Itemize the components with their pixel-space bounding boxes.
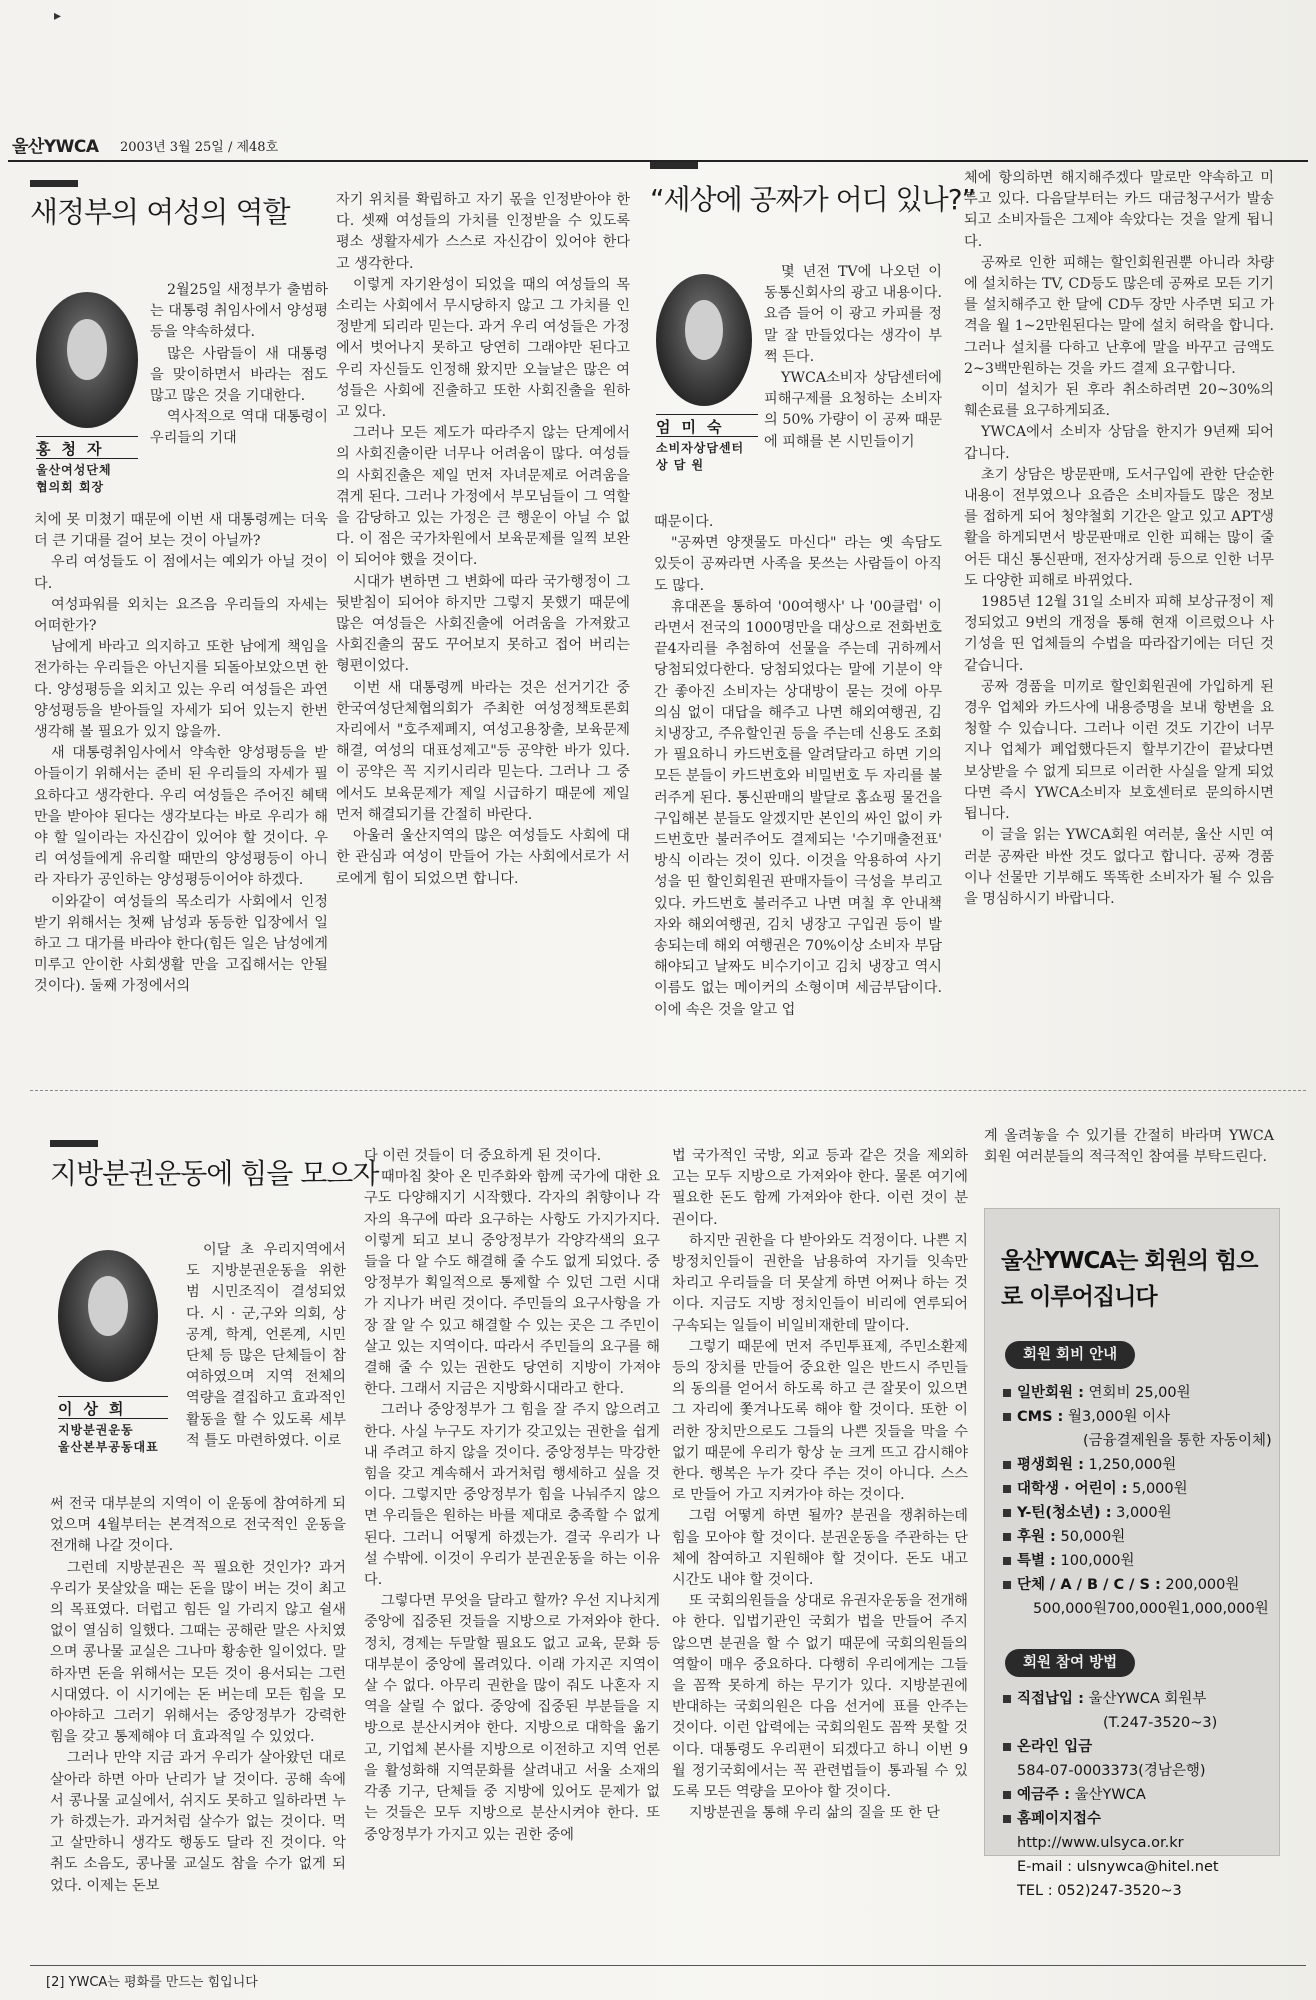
paragraph: 아울러 울산지역의 많은 여성들도 사회에 대한 관심과 여성이 만들어 가는 사회에서로가 서로에게 힘이 되었으면 합니다. bbox=[336, 828, 630, 887]
paragraph: 공짜로 인한 피해는 할인회원권뿐 아니라 차량에 설치하는 TV, CD등도 많은데 공짜로 모든 기기를 설치해주고 한 달에 CD두 장만 사주면 되고 가격을 월 1~2만원된다는 말에 설치 허락을 합니다. 그러나 설치를 다하고 난후에 말을 바꾸고 금액도 2~3백만원하는 것을 카드 결제 요구합니다. bbox=[964, 254, 1274, 377]
paragraph: 치에 못 미쳤기 때문에 이번 새 대통령께는 더욱 더 큰 기대를 걸어 보는 것이 아닐까? bbox=[34, 512, 328, 550]
paragraph: 법 국가적인 국방, 외교 등과 같은 것을 제외하고는 모두 지방으로 가져와야 한다. 물론 여기에 필요한 돈도 함께 가져와야 한다. 이런 것이 분권이다. bbox=[672, 1148, 968, 1228]
paragraph: YWCA소비자 상담센터에 피해구제를 요청하는 소비자의 50% 가량이 이 공짜 때문에 피해를 본 시민들이기 bbox=[764, 370, 942, 450]
paragraph: 역사적으로 역대 대통령이 우리들의 기대 bbox=[150, 409, 328, 447]
membership-ad bbox=[984, 1208, 1280, 1899]
paragraph: 그럼 어떻게 하면 될까? 분권을 쟁취하는데 힘을 모아야 할 것이다. 분권운동을 주관하는 단체에 참여하고 지원해야 할 것이다. 돈도 내고 시간도 내야 할 것이다. bbox=[672, 1508, 968, 1589]
paragraph: 공짜 경품을 미끼로 할인회원권에 가입하게 된 경우 업체와 카드사에 내용증명을 보내 항변을 요청할 수 있습니다. 그러나 이런 것도 기간이 너무 지나 업체가 폐업했다든지 할부기간이 끝났다면 보상받을 수 없게 되므로 이러한 사실을 알게 되었다면 즉시 YWCA소비자 보호센터로 문의하시면 됩니다. bbox=[964, 678, 1274, 823]
article3-body-col4 bbox=[984, 1126, 1274, 1168]
paragraph: 그렇기 때문에 먼저 주민투표제, 주민소환제 등의 장치를 만들어 중요한 일은 반드시 주민들의 동의를 얻어서 하도록 하고 큰 잘못이 있으면 그 자리에 쫓겨나도록 해야 할 것이다. 또한 이러한 장치만으로도 그들의 나쁜 짓들을 막을 수 없기 때문에 우리가 항상 눈 크게 뜨고 감시해야 한다. 행복은 누가 갖다 주는 것이 아니다. 스스로 만들어 가고 지켜가야 하는 것이다. bbox=[672, 1338, 968, 1504]
paragraph: 그러나 모든 제도가 따라주지 않는 단계에서의 사회진출이란 너무나 어려움이 많다. 여성들의 사회진출은 제일 먼저 자녀문제로 어려움을 겪게 된다. 그러나 가정에서 부모님들이 그 역할을 감당하고 있는 가정은 큰 행운이 아닐 수 없다. 이 점은 국가차원에서 보육문제를 일찍 보완이 되어야 했을 것이다. bbox=[336, 425, 630, 569]
paragraph: 우리 여성들도 이 점에서는 예외가 아닐 것이다. bbox=[34, 554, 328, 592]
article1-body-wide bbox=[34, 510, 328, 998]
footer-text: [2] YWCA는 평화를 만드는 힘입니다 bbox=[46, 1975, 258, 1990]
byline-rule bbox=[58, 1418, 168, 1419]
fee-pill: 회원 회비 안내 bbox=[1005, 1341, 1135, 1369]
paragraph: 몇 년전 TV에 나오던 이동통신회사의 광고 내용이다. 요즘 들어 이 광고 카피를 정말 잘 만들었다는 생각이 부쩍 든다. bbox=[764, 264, 942, 365]
paragraph: 그러나 중앙정부가 그 힘을 잘 주지 않으려고 한다. 사실 누구도 자기가 갖고있는 권한을 쉽게 내 주려고 하지 않을 것이다. 중앙정부는 막강한 힘을 갖고 계속해서 과거처럼 행세하고 싶을 것이다. 그렇지만 중앙정부가 힘을 나눠주지 않으면 우리들은 원하는 바를 제대로 충족할 수 없게 된다. 그러니 어떻게 하겠는가. 결국 우리가 나설 수밖에. 이것이 우리가 분권운동을 하는 이유다. bbox=[364, 1402, 660, 1589]
bullet-square-icon bbox=[1003, 1461, 1011, 1469]
masthead-issue: 2003년 3월 25일 / 제48호 bbox=[120, 140, 279, 155]
byline-rule bbox=[656, 436, 758, 437]
article3-body-col3 bbox=[672, 1146, 968, 1825]
method-item: 홈페이지접수 bbox=[1003, 1807, 1275, 1831]
article3-author-name: 이상희 bbox=[58, 1400, 135, 1418]
article2-author-photo bbox=[656, 274, 752, 406]
paragraph: 그렇다면 무엇을 달라고 할까? 우선 지나치게 중앙에 집중된 것들을 지방으로 가져와야 한다. 정치, 경제는 두말할 필요도 없고 교육, 문화 등 대부분이 중앙에 몰려있다. 이래 가지곤 지역이 살 수 없다. 아무리 권한을 많이 줘도 나혼자 지역을 살릴 수 없다. 중앙에 집중된 부분들을 지방으로 분산시켜야 한다. 지방으로 대학을 옮기고, 기업체 본사를 지방으로 이전하고 지역 언론을 활성화해 지역문화를 살려내고 서울 소재의 각종 기구, 단체들 중 지방에 있어도 문제가 없는 것들은 모두 지방으로 분산시켜야 한다. 또 중앙정부가 가지고 있는 권한 중에 bbox=[364, 1593, 660, 1843]
fee-list bbox=[1003, 1381, 1275, 1621]
paragraph: 지방분권을 통해 우리 삶의 질을 또 한 단 bbox=[689, 1805, 940, 1822]
footer-rule bbox=[30, 1965, 1306, 1966]
bullet-square-icon bbox=[1003, 1413, 1011, 1421]
article2-body-narrow bbox=[764, 262, 942, 453]
paragraph: 시대가 변하면 그 변화에 따라 국가행정이 그 뒷받침이 되어야 하지만 그렇지 못했기 때문에 많은 여성들은 사회진출에 어려움을 가져왔고 사회진출의 꿈도 꾸어보지 못하고 접어 버리는 형편이었다. bbox=[336, 573, 630, 675]
section-divider bbox=[30, 1090, 1306, 1091]
fee-item: 단체 / A / B / C / S : 200,000원 bbox=[1003, 1573, 1275, 1597]
paragraph: 또 국회의원들을 상대로 유권자운동을 전개해야 한다. 입법기관인 국회가 법을 만들어 주지 않으면 분권을 할 수 없기 때문에 국회의원들의 역할이 매우 중요하다. 다행히 우리에게는 그들을 꼼짝 못하게 하는 무기가 있다. 지방분권에 반대하는 국회의원은 다음 선거에 표를 안주는 것이다. 이런 압력에는 국회의원도 꼼짝 못할 것이다. 대통령도 우리편이 되겠다고 하니 이번 9월 정기국회에서는 꼭 관련법들이 통과될 수 있도록 모든 역량을 모아야 할 것이다. bbox=[672, 1593, 968, 1801]
email-line: E-mail : ulsnywca@hitel.net bbox=[1017, 1859, 1219, 1875]
article1-author-photo bbox=[36, 292, 138, 428]
fee-item: 후원 : 50,000원 bbox=[1003, 1525, 1275, 1549]
bullet-square-icon bbox=[1003, 1791, 1011, 1799]
paragraph: 새 대통령취임사에서 약속한 양성평등을 받아들이기 위해서는 준비 된 우리들의 자세가 필요하다고 생각한다. 우리 여성들은 주어진 혜택만을 받아야 된다는 생각보다는 바로 우리가 해야 할 일이라는 자신감이 있어야 할 것이다. 우리 여성들에게 유리할 때만의 양성평등이 아니라 자타가 공인하는 양성평등이어야 하겠다. bbox=[34, 745, 328, 889]
paragraph: 남에게 바라고 의지하고 또한 남에게 책임을 전가하는 우리들은 아닌지를 되돌아보았으면 한다. 양성평등을 외치고 있는 우리 여성들은 과연 양성평등을 받아들일 자세가 되어 있는지 한번 생각해 볼 필요가 있지 않을까. bbox=[34, 639, 328, 741]
article3-body-narrow bbox=[186, 1240, 346, 1452]
fee-item-sub: 500,000원700,000원1,000,000원 bbox=[1033, 1601, 1269, 1617]
portrait-woman-icon bbox=[67, 319, 108, 380]
paragraph: 휴대폰을 통하여 '00여행사' 나 '00클럽' 이라면서 전국의 1000명만을 대상으로 전화번호 끝4자리를 추첨하여 선물을 주는데 귀하께서 당첨되었다한다. 당첨되었다는 말에 기분이 약간 좋아진 소비자는 상대방이 묻는 것에 아무 의심 없이 대답을 해주고 나면 해외여행권, 김치냉장고, 주유할인권 등을 주는데 신용도 조회가 필요하니 카드번호를 알려달라고 하면 기의 모든 분들이 카드번호와 비밀번호 두 자리를 불러주게 된다. 통신판매의 발달로 홈쇼핑 물건을 구입해본 분들도 알겠지만 본인의 싸인 없이 카드번호만 불러주어도 결제되는 '수기매출전표' 방식 이라는 것이 있다. 이것을 악용하여 사기성을 띤 할인회원권 판매자들이 극성을 부리고 있다. 카드번호 불러주고 나면 며칠 후 안내책자와 해외여행권, 김치 냉장고 구입권 등이 발송되는데 해외 여행권은 70%이상 소비자 부담해야되고 날짜도 비수기이고 김치 냉장고 역시 이름도 없는 메이커의 소형이며 세금부담이다. 이에 속은 것을 알고 업 bbox=[654, 598, 942, 1018]
method-item: 직접납입 : 울산YWCA 회원부 bbox=[1003, 1687, 1275, 1711]
article2-author-role bbox=[656, 440, 766, 474]
article1-body-narrow bbox=[150, 280, 328, 450]
bullet-square-icon bbox=[1003, 1581, 1011, 1589]
masthead bbox=[8, 130, 1308, 162]
paragraph: 다 이런 것들이 더 중요하게 된 것이다. bbox=[364, 1148, 602, 1164]
article2-author-role-line2: 상 담 원 bbox=[656, 458, 705, 472]
article1-body-col2 bbox=[336, 190, 630, 890]
byline-rule bbox=[58, 1396, 168, 1397]
paragraph: 하지만 권한을 다 받아와도 걱정이다. 나쁜 지방정치인들이 권한을 남용하여 자기들 잇속만 차리고 우리들을 더 못살게 하면 어쩌나 하는 것이다. 지금도 지방 정치인들이 비리에 연루되어 구속되는 일들이 비일비재한데 말이다. bbox=[672, 1232, 968, 1334]
byline-rule bbox=[656, 414, 758, 415]
column-bar bbox=[650, 162, 698, 169]
paragraph: 자기 위치를 확립하고 자기 몫을 인정받아야 한다. 셋째 여성들의 가치를 인정받을 수 있도록 평소 생활자세가 스스로 자신감이 있어야 한다고 생각한다. bbox=[336, 192, 630, 272]
article3-body-col2 bbox=[364, 1146, 660, 1846]
method-item: 온라인 입금 bbox=[1003, 1735, 1275, 1759]
paragraph: 그러나 만약 지금 과거 우리가 살아왔던 대로 살아라 하면 아마 난리가 날 것이다. 공해 속에서 콩나물 교실에서, 쉬지도 못하고 일하라면 누가 하겠는가. 과거처럼 살수가 없는 것이다. 먹고 살만하니 생각도 행동도 달라 진 것이다. 악취도 소음도, 콩나물 교실도 참을 수가 없게 되었다. 이제는 돈보 bbox=[50, 1750, 346, 1894]
join-pill: 회원 참여 방법 bbox=[1005, 1649, 1135, 1677]
article3-title: 지방분권운동에 힘을 모으자 bbox=[50, 1157, 379, 1190]
article1-author-role bbox=[36, 462, 146, 496]
article3-author-role-line2: 울산본부공동대표 bbox=[58, 1440, 159, 1454]
paragraph: 때마침 찾아 온 민주화와 함께 국가에 대한 요구도 다양해지기 시작했다. 각자의 취향이나 각자의 욕구에 따라 요구하는 사항도 가지가지다. 이렇게 되고 보니 중앙정부가 각양각색의 요구들을 다 알 수도 해결해 줄 수도 없게 되었다. 중앙정부가 획일적으로 통제할 수 있던 그런 시대가 지나가 버린 것이다. 주민들의 요구사항을 가장 잘 알 수 있고 해결할 수 있는 곳은 그 주민이 살고 있는 지역이다. 따라서 주민들의 요구를 해결해 줄 수 있는 권한도 당연히 지방이 가져야 한다. 그래서 지금은 지방화시대라고 한다. bbox=[364, 1169, 660, 1398]
method-item-sub: (T.247-3520~3) bbox=[1103, 1715, 1218, 1731]
paragraph: 때문이다. bbox=[654, 514, 714, 530]
article2-author-role-line1: 소비자상담센터 bbox=[656, 441, 745, 455]
scan-mark: ▸ bbox=[54, 8, 62, 24]
homepage-url: http://www.ulsyca.or.kr bbox=[1017, 1835, 1184, 1851]
article2-title: “세상에 공짜가 어디 있나?” bbox=[650, 183, 976, 216]
article2-author-name: 엄미숙 bbox=[656, 418, 733, 436]
paragraph: "공짜면 양잿물도 마신다" 라는 옛 속담도 있듯이 공짜라면 사족을 못쓰는 사람들이 아직도 많다. bbox=[654, 535, 942, 594]
paragraph: 이와같이 여성들의 목소리가 사회에서 인정받기 위해서는 첫째 남성과 동등한 입장에서 일하고 그 대가를 바라야 한다(힘든 일은 남성에게 미루고 안이한 사회생활 만을 고집해서는 안될 것이다). 둘째 가정에서의 bbox=[34, 893, 328, 995]
bullet-square-icon bbox=[1003, 1815, 1011, 1823]
article2-body-wide bbox=[654, 512, 942, 1021]
paragraph: 많은 사람들이 새 대통령을 맞이하면서 바라는 점도 많고 많은 것을 기대한다. bbox=[150, 345, 328, 405]
bullet-square-icon bbox=[1003, 1509, 1011, 1517]
article1-author-role-line1: 울산여성단체 bbox=[36, 463, 112, 477]
article3-body-wide bbox=[50, 1494, 346, 1897]
byline-rule bbox=[36, 436, 138, 437]
paragraph: 여성파워를 외치는 요즈음 우리들의 자세는 어떠한가? bbox=[34, 596, 328, 635]
column-bar bbox=[30, 180, 78, 187]
fee-item: 특별 : 100,000원 bbox=[1003, 1549, 1275, 1573]
method-item: 예금주 : 울산YWCA bbox=[1003, 1783, 1275, 1807]
article3-author-photo bbox=[58, 1250, 158, 1382]
article3-author-role-line1: 지방분권운동 bbox=[58, 1423, 134, 1437]
paragraph: 이 글을 읽는 YWCA회원 여러분, 울산 시민 여러분 공짜란 바싼 것도 없다고 합니다. 공짜 경품이나 선물만 기부해도 똑똑한 소비자가 될 수 있음을 명심하시기 바랍니다. bbox=[964, 827, 1274, 907]
method-list bbox=[1003, 1687, 1275, 1903]
paragraph: 이렇게 자기완성이 되었을 때의 여성들의 목소리는 사회에서 무시당하지 않고 그 가치를 인정받게 되리라 믿는다. 과거 우리 여성들은 가정에서 벗어나지 못하고 당연히 그래야만 된다고 우리 자신들도 인정해 왔지만 오늘날은 많은 여성들은 사회에 진출하고 또한 사회진출을 원하고 있다. bbox=[336, 276, 630, 421]
masthead-brand: 울산YWCA bbox=[12, 137, 99, 157]
paragraph: 체에 항의하면 해지해주겠다 말로만 약속하고 미루고 있다. 다음달부터는 카드 대금청구서가 발송되고 소비자들은 그제야 속았다는 것을 알게 됩니다. bbox=[964, 170, 1274, 250]
bullet-square-icon bbox=[1003, 1743, 1011, 1751]
bullet-square-icon bbox=[1003, 1533, 1011, 1541]
article1-title: 새정부의 여성의 역할 bbox=[30, 195, 290, 229]
ad-headline: 울산YWCA는 회원의 힘으로 이루어집니다 bbox=[1001, 1248, 1258, 1310]
paragraph: 써 전국 대부분의 지역이 이 운동에 참여하게 되었으며 4월부터는 본격적으로 전국적인 운동을 전개해 나갈 것이다. bbox=[50, 1496, 346, 1555]
fee-item: 일반회원 : 연회비 25,00원 bbox=[1003, 1381, 1275, 1405]
tel-line: TEL : 052)247-3520~3 bbox=[1017, 1883, 1182, 1899]
byline-rule bbox=[36, 458, 138, 459]
paragraph: 이미 설치가 된 후라 취소하려면 20~30%의 훼손료를 요구하게되죠. bbox=[964, 382, 1274, 420]
paragraph: 계 올려놓을 수 있기를 간절히 바라며 YWCA회원 여러분들의 적극적인 참여를 부탁드린다. bbox=[984, 1128, 1274, 1166]
portrait-man-icon bbox=[88, 1276, 128, 1335]
bullet-square-icon bbox=[1003, 1485, 1011, 1493]
fee-item: Y-틴(청소년) : 3,000원 bbox=[1003, 1501, 1275, 1525]
fee-item-sub: (금융결제원을 통한 자동이체) bbox=[1083, 1433, 1272, 1449]
bullet-square-icon bbox=[1003, 1389, 1011, 1397]
bullet-square-icon bbox=[1003, 1557, 1011, 1565]
article2-body-col4 bbox=[964, 168, 1274, 910]
paragraph: 1985년 12월 31일 소비자 피해 보상규정이 제정되었고 9번의 개정을 통해 현재 이르렀으나 사기성을 띤 업체들의 수법을 따라잡기에는 더딘 것 같습니다. bbox=[964, 594, 1274, 674]
fee-item: CMS : 월3,000원 이사 bbox=[1003, 1405, 1275, 1429]
column-bar bbox=[50, 1140, 98, 1147]
method-item-sub: 584-07-0003373(경남은행) bbox=[1017, 1763, 1206, 1779]
paragraph: 2월25일 새정부가 출범하는 대통령 취임사에서 양성평등을 약속하셨다. bbox=[150, 282, 328, 341]
paragraph: 이번 새 대통령께 바라는 것은 선거기간 중 한국여성단체협의회가 주최한 여성정책토론회 자리에서 "호주제폐지, 여성고용창출, 보육문제해결, 여성의 대표성제고"등 공약한 바가 있다. 이 공약은 꼭 지키시리라 믿는다. 그러나 그 중에서도 보육문제가 제일 시급하기 때문에 제일 먼저 해결되기를 간절히 바란다. bbox=[336, 679, 630, 823]
paragraph: 초기 상담은 방문판매, 도서구입에 관한 단순한 내용이 전부였으나 요즘은 소비자들도 많은 정보를 접하게 되어 청약철회 기간은 알고 있고 APT생활을 하게되면서 방문판매로 인한 피해는 많이 줄어든 대신 통신판매, 전자상거래 등으로 인한 너무도 다양한 피해로 바뀌었다. bbox=[964, 466, 1274, 589]
article3-author-role bbox=[58, 1422, 178, 1456]
fee-item: 평생회원 : 1,250,000원 bbox=[1003, 1453, 1275, 1477]
article1-author-role-line2: 협의회 회장 bbox=[36, 480, 105, 494]
paragraph: 그런데 지방분권은 꼭 필요한 것인가? 과거 우리가 못살았을 때는 돈을 많이 버는 것이 최고의 목표였다. 더럽고 힘든 일 가리지 않고 쉴새없이 열심히 일했다. 그때는 공해란 말은 사치였으며 콩나물 교실은 그나마 황송한 일이었다. 말하자면 돈을 위해서는 모든 것이 용서되는 그런 시대였다. 이 시기에는 돈 버는데 모든 힘을 모아야하고 그러기 위해서는 중앙정부가 강력한 힘을 갖고 통제해야 더 효과적일 수 있었다. bbox=[50, 1559, 346, 1746]
portrait-woman-icon bbox=[685, 300, 723, 359]
fee-item: 대학생 · 어린이 : 5,000원 bbox=[1003, 1477, 1275, 1501]
paragraph: 이달 초 우리지역에서도 지방분권운동을 위한 범 시민조직이 결성되었다. 시 · 군,구와 의회, 상공계, 학계, 언론계, 시민단체 등 많은 단체들이 참여하였으며 지역 전체의 역량을 결집하고 효과적인 활동을 할 수 있도록 세부적 틀도 마련하였다. 이로 bbox=[186, 1242, 346, 1449]
bullet-square-icon bbox=[1003, 1695, 1011, 1703]
paragraph: YWCA에서 소비자 상담을 한지가 9년째 되어갑니다. bbox=[964, 424, 1274, 462]
article1-author-name: 홍청자 bbox=[36, 440, 113, 458]
